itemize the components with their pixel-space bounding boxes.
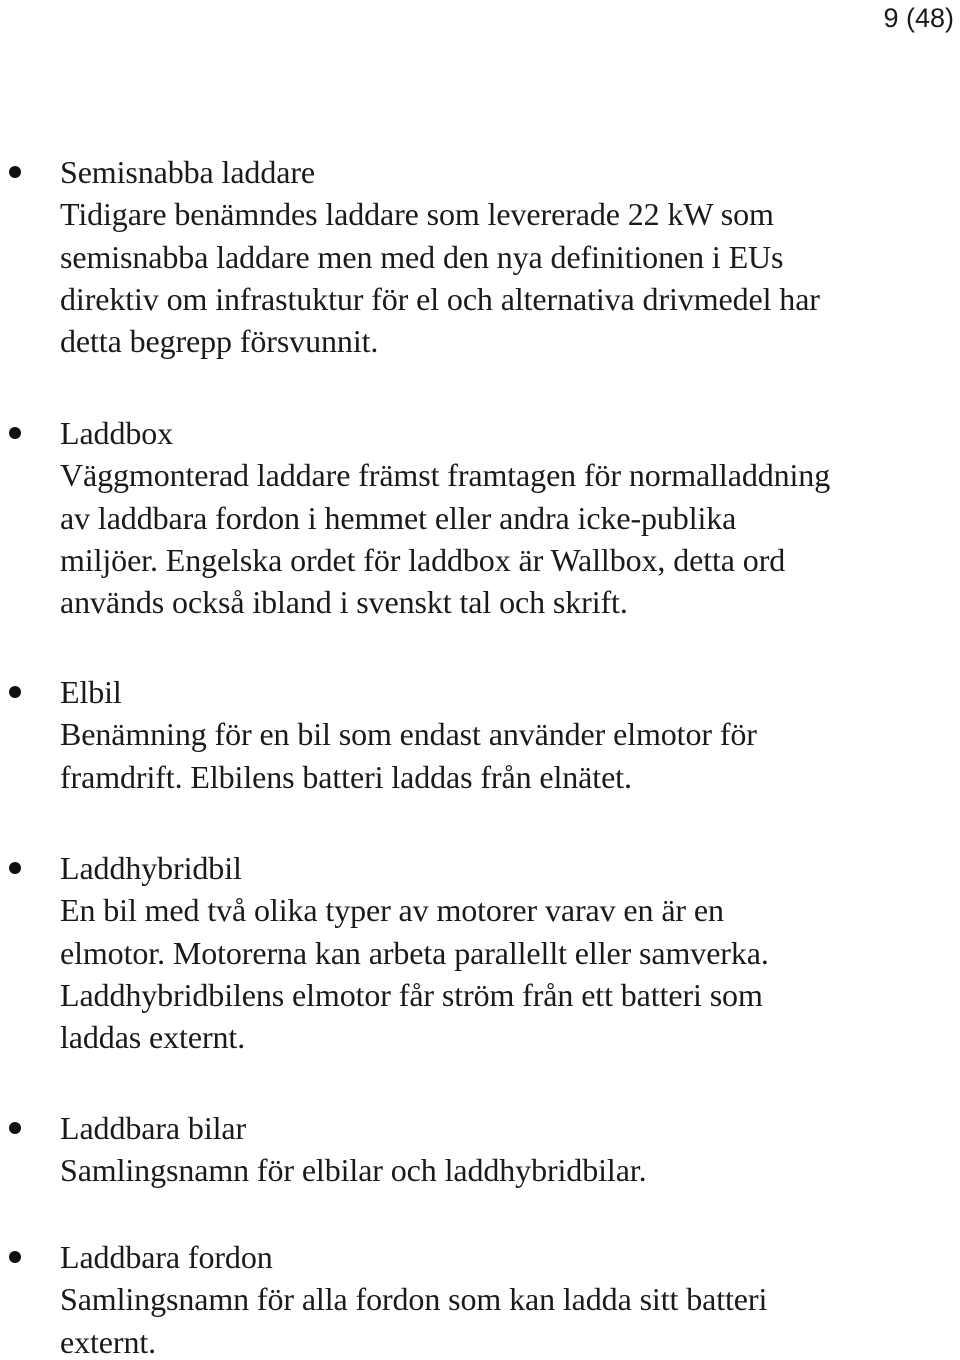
bullet-icon [9, 166, 21, 178]
definition-line: Samlingsnamn för elbilar och laddhybridbilar. [60, 1152, 647, 1189]
entry-text [60, 151, 955, 362]
bullet-icon [9, 686, 21, 698]
definition-line: Tidigare benämndes laddare som levererade 22 kW som [60, 196, 774, 233]
definition-line: elmotor. Motorerna kan arbeta parallellt eller samverka. [60, 934, 769, 971]
definition-line: av laddbara fordon i hemmet eller andra icke-publika [60, 499, 737, 536]
bullet-icon [9, 1251, 21, 1263]
page-number: 9 (48) [883, 3, 954, 33]
definition-line: Benämning för en bil som endast använder elmotor för [60, 716, 757, 753]
entry-term: Laddhybridbil [60, 850, 242, 886]
definition-line: laddas externt. [60, 1019, 246, 1056]
definition-line: semisnabba laddare men med den nya definitionen i EUs [60, 238, 784, 275]
entry-term: Laddbara bilar [60, 1110, 247, 1146]
entry-term: Semisnabba laddare [60, 154, 315, 190]
entry-term: Elbil [60, 674, 122, 710]
entry-definition [60, 1149, 955, 1191]
definition-line: Väggmonterad laddare främst framtagen för normalladdning [60, 457, 831, 494]
definition-line: miljöer. Engelska ordet för laddbox är Wallbox, detta ord [60, 541, 786, 578]
definition-line: Laddhybridbilens elmotor får ström från ett batteri som [60, 976, 763, 1013]
entry-definition [60, 713, 955, 798]
entry-text [60, 847, 955, 1058]
entry-definition [60, 889, 955, 1058]
definition-line: En bil med två olika typer av motorer varav en är en [60, 892, 724, 929]
entry-definition [60, 454, 955, 623]
entry-text [60, 671, 955, 798]
entry-text [60, 412, 955, 623]
entry-term: Laddbox [60, 415, 174, 451]
definition-line: används också ibland i svenskt tal och skrift. [60, 584, 628, 621]
definition-line: direktiv om infrastuktur för el och alternativa drivmedel har [60, 280, 820, 317]
entry-text [60, 1107, 955, 1192]
bullet-icon [9, 1122, 21, 1134]
definition-line: Samlingsnamn för alla fordon som kan ladda sitt batteri [60, 1281, 768, 1318]
definition-line: externt. [60, 1323, 157, 1360]
definition-line: detta begrepp försvunnit. [60, 323, 379, 360]
bullet-icon [9, 427, 21, 439]
definition-line: framdrift. Elbilens batteri laddas från elnätet. [60, 758, 632, 795]
entry-definition [60, 193, 955, 362]
entry-text [60, 1236, 955, 1360]
bullet-icon [9, 862, 21, 874]
entry-term: Laddbara fordon [60, 1239, 273, 1275]
entry-definition [60, 1278, 955, 1360]
